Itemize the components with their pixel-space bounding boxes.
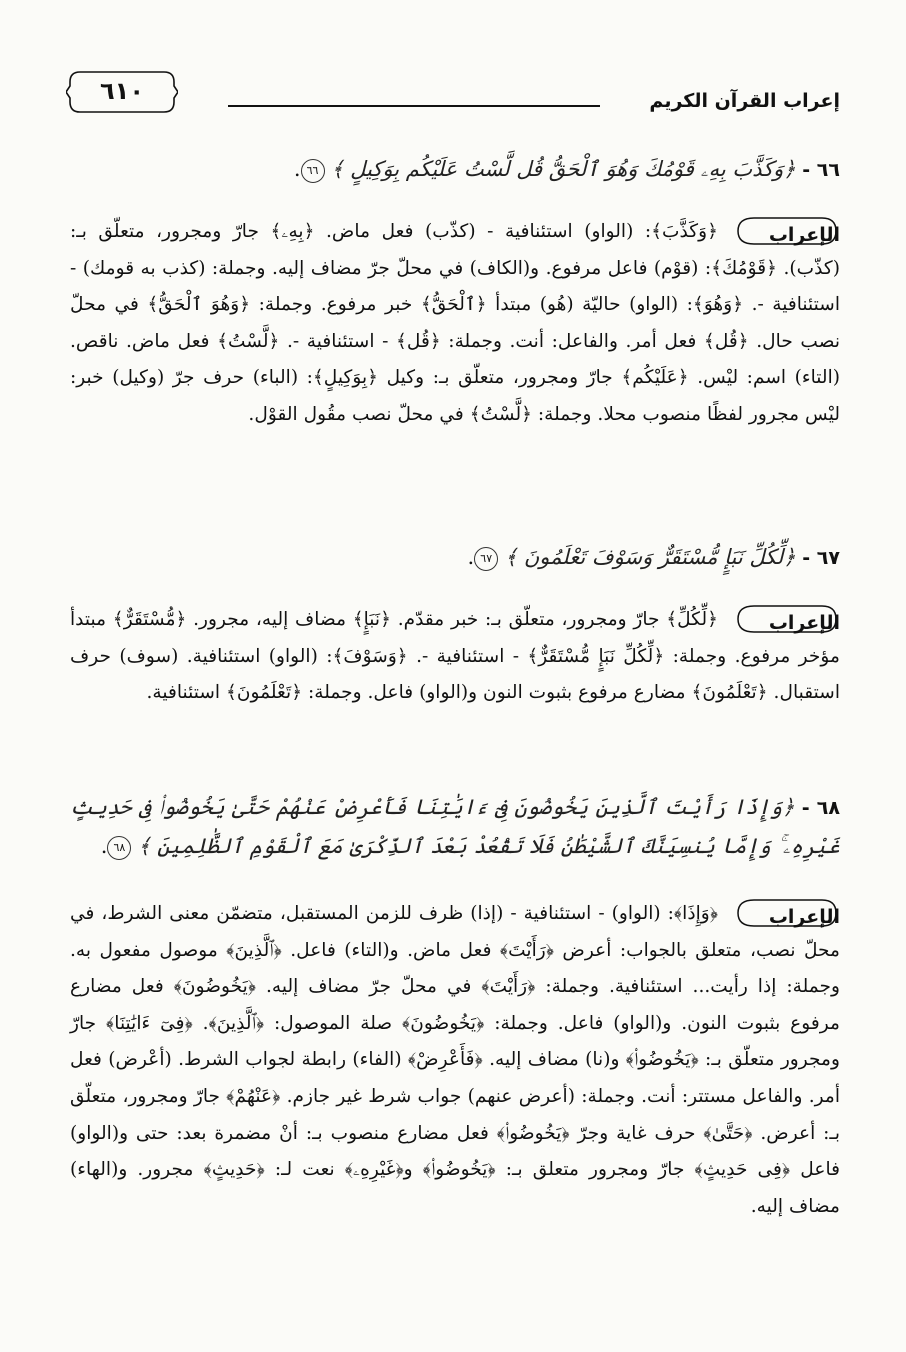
verse-68	[70, 788, 840, 865]
irab-label	[732, 898, 840, 928]
page-number: ٦١٠	[100, 77, 144, 105]
book-title: إعراب القرآن الكريم	[649, 90, 840, 112]
verse-end-dot: .	[293, 157, 301, 181]
verse-end-dot: .	[100, 834, 108, 858]
verse-66	[70, 150, 840, 189]
verse-number: ٦٨ -	[801, 797, 840, 819]
verse-number: ٦٦ -	[802, 159, 840, 181]
verse-text: ﴿وَإِذَا رَأَيْتَ ٱلَّذِينَ يَخُوضُونَ فِىٓ ءَايَٰتِنَا فَأَعْرِضْ عَنْهُمْ حَتَّىٰ يَخُوضُوا۟ فِى حَدِيثٍ غَيْرِهِۦ ۚ وَإِمَّا يُنسِيَنَّكَ ٱلشَّيْطَٰنُ فَلَا تَقْعُدْ بَعْدَ ٱلذِّكْرَىٰ مَعَ ٱلْقَوْمِ ٱلظَّٰلِمِينَ ﴾	[70, 795, 840, 858]
irab-block-67	[70, 602, 840, 712]
header-rule	[228, 105, 600, 107]
ayah-end-marker: ٦٧	[474, 547, 498, 571]
ayah-end-marker: ٦٦	[301, 159, 325, 183]
irab-text: ﴿لِّكُلِّ﴾ جارّ ومجرور، متعلّق بـ: خبر مقدّم. ﴿نَبَإٍ﴾ مضاف إليه، مجرور. ﴿مُّسْتَقَرٌّ﴾ مبتدأ مؤخر مرفوع. وجملة: ﴿لِّكُلِّ نَبَإٍ مُّسْتَقَرٌّ﴾ - استئنافية -. ﴿وَسَوْفَ﴾: (الواو) استئنافية. (سوف) حرف استقبال. ﴿تَعْلَمُونَ﴾ مضارع مرفوع بثبوت النون و(الواو) فاعل. وجملة: ﴿تَعْلَمُونَ﴾ استئنافية.	[70, 609, 840, 704]
irab-label-text: الإعراب	[768, 612, 840, 634]
irab-label-text: الإعراب	[768, 906, 840, 928]
irab-label	[732, 604, 840, 634]
page-number-badge	[66, 68, 178, 116]
irab-label	[732, 216, 840, 246]
irab-label-text: الإعراب	[768, 224, 840, 246]
irab-text: ﴿وَإِذَا﴾: (الواو) - استئنافية - (إذا) ظرف للزمن المستقبل، متضمّن معنى الشرط، في محلّ نصب، متعلق بالجواب: أعرض ﴿رَأَيْتَ﴾ فعل ماض. و(التاء) فاعل. ﴿ٱلَّذِينَ﴾ موصول مفعول به. وجملة: إذا رأيت... استئنافية. وجملة: ﴿رَأَيْتَ﴾ في محلّ جرّ مضاف إليه. ﴿يَخُوضُونَ﴾ فعل مضارع مرفوع بثبوت النون. و(الواو) فاعل. وجملة: ﴿يَخُوضُونَ﴾ صلة الموصول: ﴿ٱلَّذِينَ﴾. ﴿فِىٓ ءَايَٰتِنَا﴾ جارّ ومجرور متعلّق بـ: ﴿يَخُوضُوا۟﴾ و(نا) مضاف إليه. ﴿فَأَعْرِضْ﴾ (الفاء) رابطة لجواب الشرط. (أعْرض) فعل أمر. والفاعل مستتر: أنت. وجملة: (أعرض عنهم) جواب شرط غير جازم. ﴿عَنْهُمْ﴾ جارّ ومجرور، متعلّق بـ: أعرض. ﴿حَتَّىٰ﴾ حرف غاية وجرّ ﴿يَخُوضُوا۟﴾ فعل مضارع منصوب بـ: أنْ مضمرة بعد: حتى و(الواو) فاعل ﴿فِى حَدِيثٍ﴾ جارّ ومجرور متعلق بـ: ﴿يَخُوضُوا۟﴾ و﴿غَيْرِهِۦ﴾ نعت لـ: ﴿حَدِيثٍ﴾ مجرور. و(الهاء) مضاف إليه.	[70, 903, 840, 1217]
irab-block-66	[70, 214, 840, 434]
irab-text: ﴿وَكَذَّبَ﴾: (الواو) استئنافية - (كذّب) فعل ماض. ﴿بِهِۦ﴾ جارّ ومجرور، متعلّق بـ: (كذّب). ﴿قَوْمُكَ﴾: (قوْم) فاعل مرفوع. و(الكاف) في محلّ جرّ مضاف إليه. وجملة: (كذب به قومك) - استئنافية -. ﴿وَهُوَ﴾: (الواو) حاليّة (هُو) مبتدأ ﴿ٱلْحَقُّ﴾ خبر مرفوع. وجملة: ﴿وَهُوَ ٱلْحَقُّ﴾ في محلّ نصب حال. ﴿قُل﴾ فعل أمر. والفاعل: أنت. وجملة: ﴿قُل﴾ - استئنافية -. ﴿لَّسْتُ﴾ فعل ماض. ناقص. (التاء) اسم: ليْس. ﴿عَلَيْكُم﴾ جارّ ومجرور، متعلّق بـ: وكيل ﴿بِوَكِيلٍ﴾: (الباء) حرف جرّ (وكيل) خبر: ليْس مجرور لفظًا منصوب محلا. وجملة: ﴿لَّسْتُ﴾ في محلّ نصب مقُول القوْل.	[70, 221, 840, 425]
ayah-end-marker: ٦٨	[107, 836, 131, 860]
verse-67	[70, 538, 840, 577]
verse-text: ﴿لِّكُلِّ نَبَإٍ مُّسْتَقَرٌّ وَسَوْفَ تَعْلَمُونَ ﴾	[504, 545, 796, 569]
verse-end-dot: .	[467, 545, 475, 569]
page-header	[66, 62, 840, 120]
irab-block-68	[70, 896, 840, 1225]
verse-number: ٦٧ -	[802, 547, 840, 569]
verse-text: ﴿وَكَذَّبَ بِهِۦ قَوْمُكَ وَهُوَ ٱلْحَقُّ قُل لَّسْتُ عَلَيْكُم بِوَكِيلٍ ﴾	[331, 157, 796, 181]
